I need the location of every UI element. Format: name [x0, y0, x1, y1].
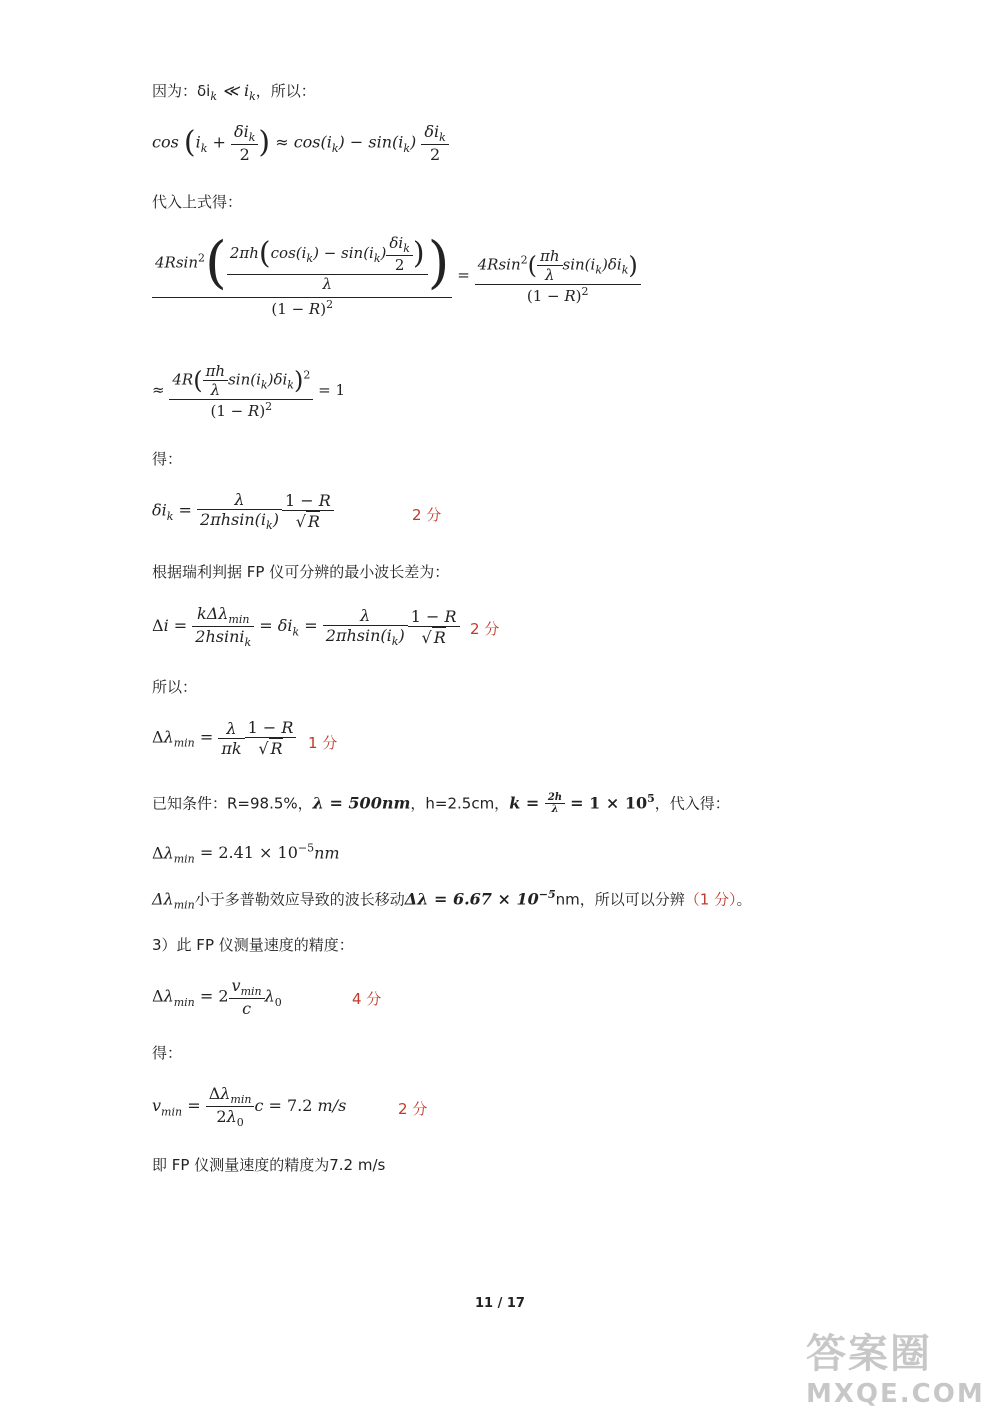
rayleigh-text: 根据瑞利判据 FP 仪可分辨的最小波长差为：	[152, 563, 450, 581]
compare-end: 。	[736, 890, 752, 909]
text-line-rayleigh	[152, 561, 449, 582]
sub-k: k	[249, 90, 256, 104]
page-number: 11 / 17	[475, 1296, 525, 1311]
watermark-bottom: MXQE.COM	[806, 1379, 985, 1409]
much-less-text: ≪ i	[222, 81, 250, 100]
text-line-final	[152, 1154, 385, 1175]
result-delta-lambda: $\Delta\lambda_{min} = 2.41 \times 10^{-5}nm$	[152, 842, 340, 866]
known-pre: 已知条件：R=98.5%，	[152, 794, 313, 813]
known-post: = 1 × 10	[570, 793, 648, 813]
score-badge: 4 分	[352, 990, 382, 1008]
therefore-text: ，所以：	[255, 82, 316, 100]
text-line-therefore	[152, 676, 197, 697]
approx-equals-one-equation: ≈ 4R( $\frac{\pi h}{\lambda}$ $\sin(i_k)\delta i_k)^2$ $(1 - R)^2$ = 1	[152, 362, 345, 420]
score-badge: 2 分	[398, 1100, 428, 1118]
obtain-text: 得：	[152, 450, 183, 468]
delta-lambda-min-equation: $\Delta\lambda_{min}$ = $\frac{\lambda}{\pi k}$ $\frac{1 - R}{√ R}$	[152, 718, 296, 758]
compare-tail: nm，所以可以分辨	[555, 890, 685, 909]
obtain-text-2: 得：	[152, 1044, 183, 1062]
text-line-known: 已知条件：R=98.5%，λ = 500nm，h=2.5cm，k = $\frac{2h}{\lambda}$ = $1 \times 10^5$，代入得：	[152, 792, 730, 816]
vmin-equation: $v_{min}$ = $\frac{\Delta\lambda_{min}}{2\lambda_0}$ c = 7.2 m/s	[152, 1084, 347, 1130]
watermark-top: 答案圈	[806, 1331, 932, 1377]
known-h: ，h=2.5cm，	[410, 794, 510, 813]
text-line-obtain-1	[152, 448, 182, 469]
sub-k: k	[210, 90, 218, 104]
score-badge: 1 分	[308, 734, 338, 752]
delta-i-equation: Δi = $\frac{k\Delta\lambda_{min}}{2hsini_k}$ = $\delta i_k$ = $\frac{\lambda}{2\pi hsin(i_k)}$ $\frac{1 - R}{√ R}$	[152, 604, 460, 649]
therefore-text-2: 所以：	[152, 678, 198, 696]
compare-exp: −5	[538, 888, 556, 901]
score-badge: （1 分）	[684, 890, 737, 909]
text-line-obtain-2	[152, 1042, 182, 1063]
final-conclusion: 即 FP 仪测量速度的精度为7.2 m/s	[152, 1156, 386, 1174]
text-line-part3	[152, 934, 354, 955]
substitute-text: 代入上式得：	[152, 193, 243, 211]
part3-heading: 3）此 FP 仪测量速度的精度：	[152, 936, 354, 954]
known-k: k =	[509, 793, 545, 813]
text-line-because	[152, 80, 316, 103]
watermark-logo	[806, 1322, 985, 1409]
text-line-substitute	[152, 191, 242, 212]
text-line-compare: $\Delta\lambda_{min}$小于多普勒效应导致的波长移动$\Delta\lambda = 6.67 \times 10^{-5}nm$，所以可以分辨（1 分）。	[152, 888, 752, 912]
score-badge: 2 分	[470, 620, 500, 638]
delta-ik-equation: $\delta i_k$ = $\frac{\lambda}{2\pi hsin(i_k)}$ $\frac{1 - R}{√ R}$	[152, 490, 334, 532]
compare-value: Δλ = 6.67 × 10	[404, 889, 539, 909]
doppler-equation: $\Delta\lambda_{min} = 2$ $\frac{v_{min}}{c}$ $\lambda_0$	[152, 976, 282, 1019]
known-lambda: λ = 500nm	[312, 793, 411, 813]
because-text: 因为：δi	[152, 82, 211, 100]
known-exp: 5	[647, 792, 655, 805]
big-fraction-equation: 4Rsin$^2$( $2\pi h(\cos(i_k) - \sin(i_k)$ $\frac{\delta i_k}{2}$ ) λ ) $(1 - R)^2$ = 4Rsin$^2$( $\frac{\pi h}{\lambda}$ $\sin(i_k)\delta i_k$) $(1 - R)^2$	[152, 234, 641, 318]
compare-delta: Δλ	[152, 889, 174, 909]
score-badge: 2 分	[412, 506, 442, 524]
cos-approx-equation: $\cos (i_k$ + $\frac{\delta i_k}{2}$ ) ≈ $\cos(i_k) - \sin(i_k)$ $\frac{\delta i_k}{2}$	[152, 122, 449, 164]
compare-text: 小于多普勒效应导致的波长移动	[194, 890, 405, 909]
known-tail: ，代入得：	[654, 794, 730, 813]
